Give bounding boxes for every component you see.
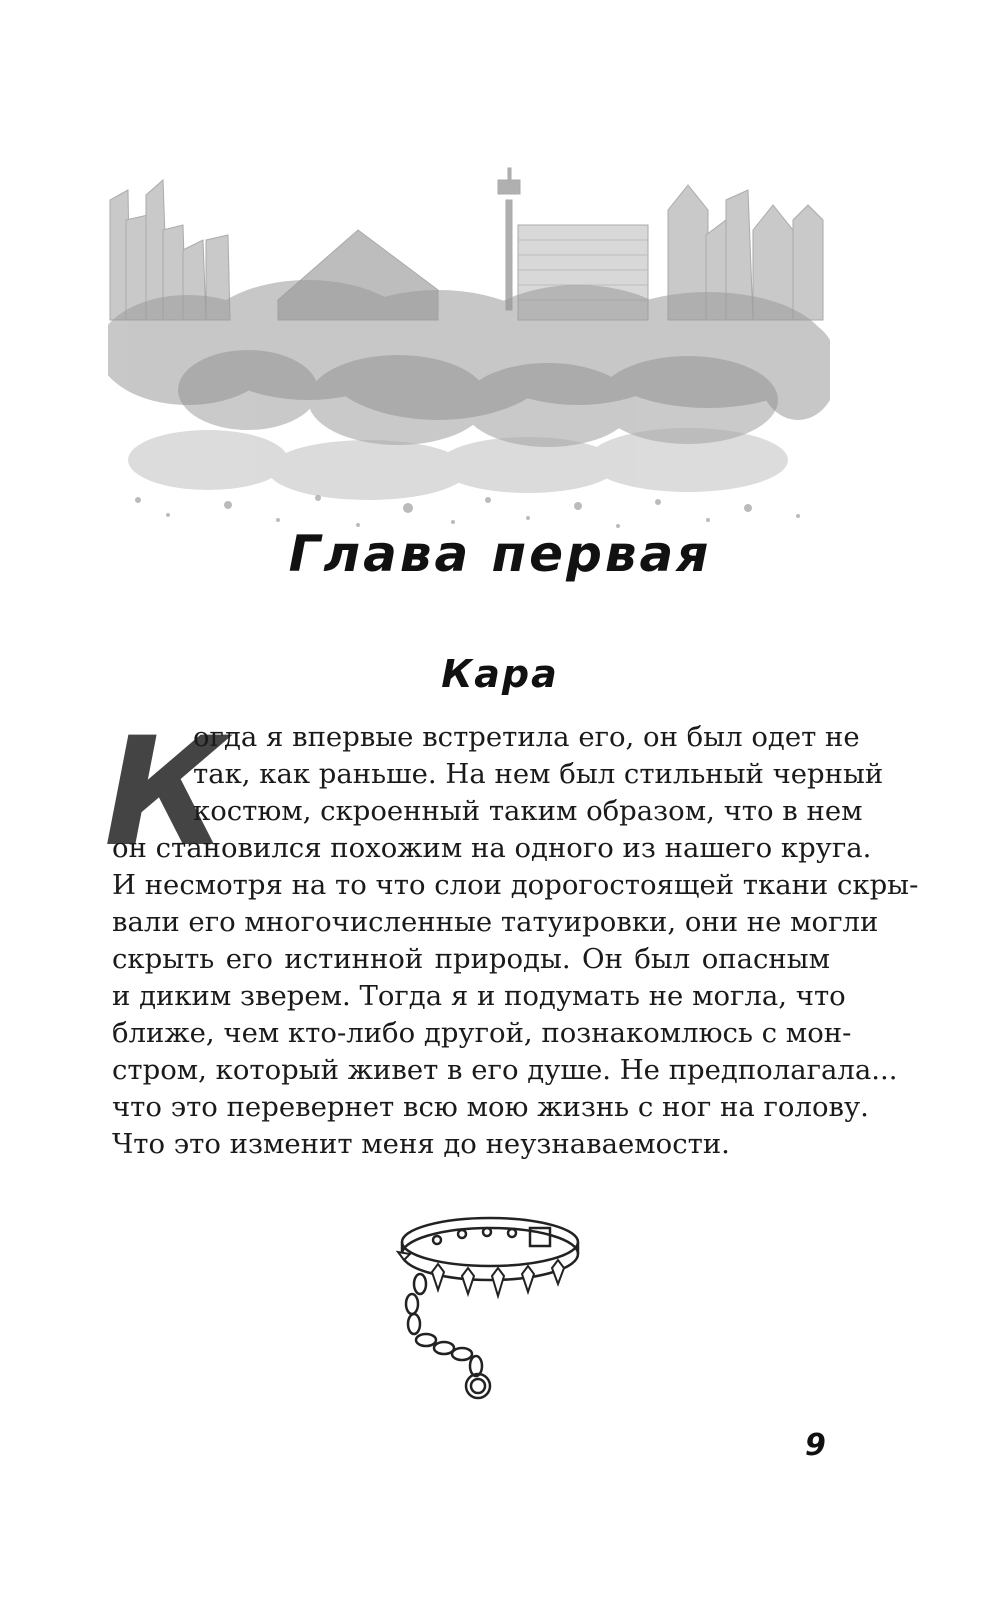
- body-text-line: и диким зверем. Тогда я и подумать не могла, что: [112, 980, 846, 1012]
- body-text-line: ближе, чем кто-либо другой, познакомлюсь с мон-: [112, 1017, 852, 1049]
- body-text-line: он становился похожим на одного из нашего круга.: [112, 832, 872, 864]
- body-text-line: скрыть его истинной природы. Он был опасным: [112, 943, 830, 975]
- body-text-line: Что это изменит меня до неузнаваемости.: [112, 1128, 730, 1160]
- chapter-character-name: Кара: [441, 652, 559, 696]
- drop-cap: К: [104, 706, 227, 880]
- body-text-line: так, как раньше. На нем был стильный черный: [193, 758, 884, 790]
- chapter-title: Глава первая: [288, 525, 712, 583]
- body-text-line: что это перевернет всю мою жизнь с ног на голову.: [112, 1091, 869, 1123]
- city-skyline-illustration: [108, 160, 830, 540]
- body-text-line: огда я впервые встретила его, он был одет не: [193, 721, 860, 753]
- spiked-collar-illustration: [392, 1212, 588, 1400]
- page-number: 9: [805, 1428, 826, 1463]
- body-text-line: вали его многочисленные татуировки, они не могли: [112, 906, 879, 938]
- body-text-line: костюм, скроенный таким образом, что в нем: [193, 795, 863, 827]
- body-text-line: И несмотря на то что слои дорогостоящей ткани скры-: [112, 869, 919, 901]
- body-text-line: стром, который живет в его душе. Не предполагала...: [112, 1054, 898, 1086]
